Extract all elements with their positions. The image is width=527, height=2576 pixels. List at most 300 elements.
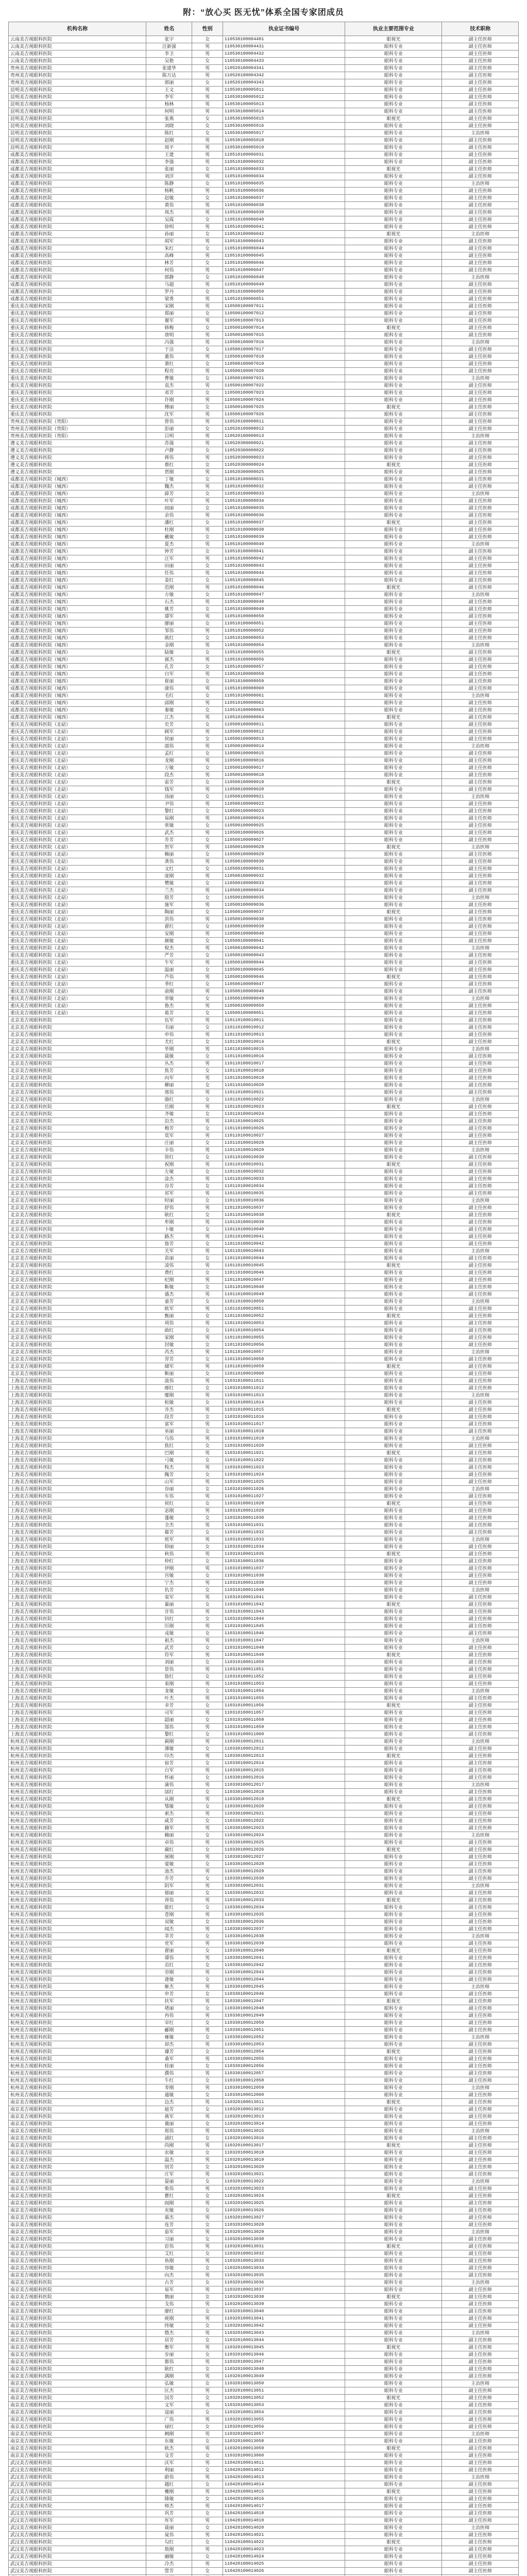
cell-title: 副主任医师 — [442, 548, 519, 555]
cell-specialty: 眼科专业 — [345, 851, 442, 858]
cell-title: 副主任医师 — [442, 1969, 519, 1976]
cell-title: 主治医师 — [442, 1637, 519, 1645]
cell-name: 张宇 — [146, 36, 192, 43]
cell-org: 上海美吉视眼科医院 — [9, 1551, 146, 1558]
cell-specialty: 眼科专业 — [345, 1991, 442, 1998]
cell-cert-no: 110500100009044 — [223, 959, 345, 967]
cell-sex: 女 — [192, 1053, 223, 1060]
cell-org: 杭州美吉视眼科医院 — [9, 1933, 146, 1940]
cell-title: 副主任医师 — [442, 801, 519, 808]
cell-specialty: 眼科专业 — [345, 1306, 442, 1313]
table-row — [9, 303, 519, 310]
cell-sex: 女 — [192, 1645, 223, 1652]
table-row — [9, 151, 519, 159]
cell-specialty: 眼科专业 — [345, 1825, 442, 1832]
cell-cert-no: 110500100007018 — [223, 353, 345, 361]
cell-sex: 女 — [192, 721, 223, 728]
cell-title: 副主任医师 — [442, 1457, 519, 1464]
table-row — [9, 1803, 519, 1810]
cell-specialty: 眼科专业 — [345, 1378, 442, 1385]
cell-org: 成都美吉视眼科医院（城西） — [9, 656, 146, 664]
cell-specialty: 眼科专业 — [345, 1572, 442, 1580]
cell-org: 成都美吉视眼科医院（城西） — [9, 476, 146, 483]
cell-specialty: 眼科专业 — [345, 2553, 442, 2561]
cell-title: 副主任医师 — [442, 1868, 519, 1875]
table-row — [9, 714, 519, 721]
table-row — [9, 1479, 519, 1486]
cell-sex: 女 — [192, 1861, 223, 1868]
cell-title: 副主任医师 — [442, 1428, 519, 1435]
cell-sex: 男 — [192, 1363, 223, 1370]
cell-name: 温丽 — [146, 967, 192, 974]
cell-org: 重庆美吉视眼科医院（北碚） — [9, 880, 146, 887]
cell-org: 重庆美吉视眼科医院（北碚） — [9, 866, 146, 873]
cell-org: 重庆美吉视眼科医院（北碚） — [9, 887, 146, 894]
cell-sex: 男 — [192, 916, 223, 923]
cell-specialty: 眼科专业 — [345, 541, 442, 548]
cell-org: 重庆美吉视眼科医院 — [9, 397, 146, 404]
cell-name: 从刚 — [146, 1796, 192, 1803]
cell-name: 严芳 — [146, 952, 192, 959]
cell-name: 封敏 — [146, 1342, 192, 1349]
table-row — [9, 887, 519, 894]
cell-org: 南京美吉视眼科医院 — [9, 2272, 146, 2279]
cell-name: 厍军 — [146, 2517, 192, 2524]
cell-sex: 男 — [192, 2128, 223, 2135]
cell-specialty: 眼视光 — [345, 584, 442, 591]
cell-cert-no: 110310100011031 — [223, 1522, 345, 1529]
cell-org: 成都美吉视眼科医院（城西） — [9, 555, 146, 563]
cell-org: 成都美吉视眼科医院（城西） — [9, 685, 146, 692]
cell-name: 徐明 — [146, 224, 192, 231]
table-row — [9, 1760, 519, 1767]
cell-sex: 男 — [192, 2157, 223, 2164]
cell-title: 副主任医师 — [442, 1673, 519, 1681]
cell-sex: 男 — [192, 743, 223, 750]
cell-sex: 女 — [192, 2539, 223, 2546]
cell-specialty: 眼科专业 — [345, 58, 442, 65]
cell-cert-no: 110320100013025 — [223, 2200, 345, 2207]
table-row — [9, 1111, 519, 1118]
cell-title: 副主任医师 — [442, 1962, 519, 1969]
cell-org: 北京美吉视眼科医院 — [9, 1313, 146, 1320]
cell-sex: 男 — [192, 873, 223, 880]
cell-org: 杭州美吉视眼科医院 — [9, 1825, 146, 1832]
cell-sex: 女 — [192, 620, 223, 628]
cell-org: 北京美吉视眼科医院 — [9, 1320, 146, 1327]
cell-org: 杭州美吉视眼科医院 — [9, 1875, 146, 1883]
cell-cert-no: 110310100011056 — [223, 1702, 345, 1709]
table-row — [9, 1645, 519, 1652]
cell-org: 成都美吉视眼科医院（城西） — [9, 628, 146, 635]
cell-title: 副主任医师 — [442, 43, 519, 50]
table-row — [9, 1955, 519, 1962]
table-row — [9, 2517, 519, 2524]
cell-sex: 女 — [192, 2366, 223, 2373]
cell-specialty: 眼视光 — [345, 844, 442, 851]
table-row — [9, 563, 519, 570]
cell-name: 胡军 — [146, 238, 192, 245]
cell-org: 成都美吉视眼科医院 — [9, 166, 146, 173]
cell-specialty: 眼科专业 — [345, 216, 442, 224]
cell-title: 副主任医师 — [442, 2294, 519, 2301]
cell-specialty: 眼科专业 — [345, 1067, 442, 1075]
cell-specialty: 眼科专业 — [345, 2128, 442, 2135]
cell-specialty: 眼科专业 — [345, 1724, 442, 1731]
cell-sex: 男 — [192, 303, 223, 310]
cell-org: 成都美吉视眼科医院（城西） — [9, 671, 146, 678]
cell-sex: 女 — [192, 692, 223, 700]
cell-sex: 女 — [192, 1890, 223, 1897]
cell-specialty: 眼科专业 — [345, 959, 442, 967]
cell-title: 副主任医师 — [442, 2496, 519, 2503]
cell-specialty: 眼科专业 — [345, 1075, 442, 1082]
table-row — [9, 2561, 519, 2568]
table-row — [9, 974, 519, 981]
cell-name: 束刚 — [146, 1681, 192, 1688]
cell-org: 遵义美吉视眼科医院 — [9, 469, 146, 476]
cell-sex: 女 — [192, 1313, 223, 1320]
cell-specialty: 眼科专业 — [345, 1031, 442, 1039]
cell-specialty: 眼科专业 — [345, 303, 442, 310]
table-row — [9, 1313, 519, 1320]
cell-specialty: 眼科专业 — [345, 1673, 442, 1681]
cell-name: 桑军 — [146, 2056, 192, 2063]
cell-cert-no: 110500100009031 — [223, 866, 345, 873]
cell-org: 重庆美吉视眼科医院（北碚） — [9, 909, 146, 916]
cell-name: 雍敏 — [146, 2034, 192, 2041]
cell-specialty: 眼科专业 — [345, 873, 442, 880]
cell-org: 昆明美吉视眼科医院 — [9, 144, 146, 151]
cell-specialty: 眼科专业 — [345, 1385, 442, 1392]
table-row — [9, 1385, 519, 1392]
cell-org: 杭州美吉视眼科医院 — [9, 1753, 146, 1760]
cell-title: 副主任医师 — [442, 2373, 519, 2380]
cell-specialty: 眼科专业 — [345, 2503, 442, 2510]
cell-org: 上海美吉视眼科医院 — [9, 1681, 146, 1688]
cell-name: 池杰 — [146, 1868, 192, 1875]
cell-title: 副主任医师 — [442, 1846, 519, 1854]
cell-sex: 男 — [192, 454, 223, 462]
cell-cert-no: 110310100011026 — [223, 1486, 345, 1493]
cell-org: 武汉美吉视眼科医院 — [9, 2481, 146, 2488]
cell-specialty: 眼视光 — [345, 2193, 442, 2200]
cell-specialty: 眼科专业 — [345, 2409, 442, 2416]
cell-cert-no: 110320100013052 — [223, 2395, 345, 2402]
cell-title: 副主任医师 — [442, 1205, 519, 1212]
cell-title: 副主任医师 — [442, 2568, 519, 2575]
cell-org: 成都美吉视眼科医院 — [9, 267, 146, 274]
cell-specialty: 眼科专业 — [345, 967, 442, 974]
cell-org: 成都美吉视眼科医院 — [9, 231, 146, 238]
cell-name: 尤红 — [146, 1039, 192, 1046]
table-row — [9, 397, 519, 404]
cell-title: 副主任医师 — [442, 555, 519, 563]
cell-org: 重庆美吉视眼科医院（北碚） — [9, 765, 146, 772]
table-row — [9, 2214, 519, 2222]
cell-sex: 男 — [192, 2185, 223, 2193]
cell-title: 副主任医师 — [442, 2171, 519, 2178]
cell-name: 章敏 — [146, 995, 192, 1003]
cell-cert-no: 110500100009011 — [223, 721, 345, 728]
cell-org: 成都美吉视眼科医院（城西） — [9, 490, 146, 498]
cell-sex: 男 — [192, 887, 223, 894]
cell-sex: 女 — [192, 1774, 223, 1782]
cell-title: 副主任医师 — [442, 2258, 519, 2265]
cell-name: 能红 — [146, 1904, 192, 1911]
cell-sex: 男 — [192, 498, 223, 505]
cell-name: 宓刚 — [146, 1507, 192, 1515]
cell-cert-no: 110110100010033 — [223, 1176, 345, 1183]
cell-org: 武汉美吉视眼科医院 — [9, 2553, 146, 2561]
cell-sex: 男 — [192, 411, 223, 418]
cell-title: 副主任医师 — [442, 267, 519, 274]
cell-specialty: 眼科专业 — [345, 1457, 442, 1464]
table-row — [9, 2265, 519, 2272]
cell-name: 甄丽 — [146, 1313, 192, 1320]
cell-specialty: 眼科专业 — [345, 664, 442, 671]
cell-title: 副主任医师 — [442, 1039, 519, 1046]
cell-cert-no: 110310100011044 — [223, 1616, 345, 1623]
cell-name: 阎丽 — [146, 505, 192, 512]
cell-specialty: 眼科专业 — [345, 274, 442, 281]
cell-cert-no: 110320100013048 — [223, 2366, 345, 2373]
cell-title: 副主任医师 — [442, 411, 519, 418]
cell-title: 主治医师 — [442, 844, 519, 851]
table-row — [9, 952, 519, 959]
cell-sex: 男 — [192, 1810, 223, 1818]
cell-sex: 女 — [192, 58, 223, 65]
cell-name: 周平 — [146, 144, 192, 151]
cell-specialty: 眼科专业 — [345, 2171, 442, 2178]
cell-name: 松敏 — [146, 1399, 192, 1406]
cell-title: 副主任医师 — [442, 599, 519, 606]
cell-sex: 男 — [192, 1089, 223, 1096]
cell-org: 上海美吉视眼科医院 — [9, 1666, 146, 1673]
cell-org: 重庆美吉视眼科医院（北碚） — [9, 728, 146, 736]
cell-name: 申芳 — [146, 1991, 192, 1998]
cell-title: 副主任医师 — [442, 418, 519, 426]
cell-org: 成都美吉视眼科医院（城西） — [9, 577, 146, 584]
cell-title: 副主任医师 — [442, 245, 519, 252]
cell-cert-no: 110510100006048 — [223, 274, 345, 281]
cell-cert-no: 110320100013030 — [223, 2236, 345, 2243]
cell-cert-no: 110520100008012 — [223, 426, 345, 433]
table-row — [9, 880, 519, 887]
cell-cert-no: 110110100010058 — [223, 1356, 345, 1363]
cell-cert-no: 110420100014014 — [223, 2481, 345, 2488]
cell-cert-no: 110510100006045 — [223, 252, 345, 260]
cell-title: 主治医师 — [442, 231, 519, 238]
cell-org: 杭州美吉视眼科医院 — [9, 1998, 146, 2005]
cell-sex: 女 — [192, 2092, 223, 2099]
cell-cert-no: 110320100013044 — [223, 2337, 345, 2344]
cell-specialty: 眼科专业 — [345, 101, 442, 108]
table-row — [9, 1580, 519, 1587]
cell-cert-no: 110520300008022 — [223, 447, 345, 454]
cell-org: 昆明美吉视眼科医院 — [9, 123, 146, 130]
cell-name: 边杰 — [146, 2099, 192, 2106]
cell-sex: 男 — [192, 902, 223, 909]
cell-org: 上海美吉视眼科医院 — [9, 1507, 146, 1515]
cell-title: 副主任医师 — [442, 1760, 519, 1767]
table-row — [9, 1320, 519, 1327]
table-row — [9, 815, 519, 822]
cell-cert-no: 110330100012018 — [223, 1789, 345, 1796]
cell-cert-no: 110320100013022 — [223, 2178, 345, 2185]
cell-sex: 女 — [192, 1630, 223, 1637]
table-row — [9, 188, 519, 195]
cell-title: 副主任医师 — [442, 2106, 519, 2113]
cell-sex: 男 — [192, 2460, 223, 2467]
cell-specialty: 眼科专业 — [345, 1767, 442, 1774]
cell-name: 司军 — [146, 1709, 192, 1717]
cell-org: 昆明美吉视眼科医院 — [9, 130, 146, 137]
cell-cert-no: 110330100012011 — [223, 1738, 345, 1745]
cell-org: 成都美吉视眼科医院 — [9, 274, 146, 281]
table-row — [9, 808, 519, 815]
cell-title: 副主任医师 — [442, 2308, 519, 2315]
cell-sex: 男 — [192, 642, 223, 649]
cell-cert-no: 110320100013050 — [223, 2380, 345, 2387]
cell-sex: 女 — [192, 2380, 223, 2387]
cell-title: 主治医师 — [442, 945, 519, 952]
cell-name: 曲红 — [146, 1327, 192, 1334]
cell-org: 南京美吉视眼科医院 — [9, 2106, 146, 2113]
cell-cert-no: 110310100011045 — [223, 1623, 345, 1630]
cell-specialty: 眼科专业 — [345, 368, 442, 375]
cell-cert-no: 110110100010021 — [223, 1089, 345, 1096]
table-row — [9, 2380, 519, 2387]
cell-specialty: 眼科专业 — [345, 1695, 442, 1702]
cell-sex: 女 — [192, 1255, 223, 1262]
cell-specialty: 眼科专业 — [345, 866, 442, 873]
cell-cert-no: 110310100011060 — [223, 1731, 345, 1738]
cell-name: 乌伟 — [146, 1435, 192, 1443]
cell-org: 重庆美吉视眼科医院（北碚） — [9, 808, 146, 815]
cell-org: 遵义美吉视眼科医院 — [9, 440, 146, 447]
table-row — [9, 1349, 519, 1356]
cell-name: 项伟 — [146, 1320, 192, 1327]
table-row — [9, 2351, 519, 2359]
cell-name: 慎丽 — [146, 2294, 192, 2301]
cell-org: 重庆美吉视眼科医院 — [9, 317, 146, 325]
cell-name: 袁杰 — [146, 382, 192, 389]
cell-title: 副主任医师 — [442, 1306, 519, 1313]
cell-title: 副主任医师 — [442, 2012, 519, 2020]
cell-name: 丛杰 — [146, 1060, 192, 1067]
cell-sex: 女 — [192, 476, 223, 483]
table-row — [9, 988, 519, 995]
cell-title: 副主任医师 — [442, 2301, 519, 2308]
cell-name: 朱红 — [146, 245, 192, 252]
cell-sex: 男 — [192, 1984, 223, 1991]
cell-sex: 男 — [192, 1464, 223, 1471]
cell-title: 主治医师 — [442, 130, 519, 137]
cell-cert-no: 110420100014011 — [223, 2460, 345, 2467]
cell-org: 上海美吉视眼科医院 — [9, 1392, 146, 1399]
cell-name: 蒋伟 — [146, 454, 192, 462]
cell-sex: 女 — [192, 1471, 223, 1479]
cell-sex: 女 — [192, 389, 223, 397]
cell-sex: 女 — [192, 1688, 223, 1695]
cell-name: 宋刚 — [146, 303, 192, 310]
cell-title: 副主任医师 — [442, 2409, 519, 2416]
cell-cert-no: 110530100005018 — [223, 137, 345, 144]
table-row — [9, 923, 519, 930]
table-row — [9, 1370, 519, 1378]
cell-name: 幸芳 — [146, 1702, 192, 1709]
table-row — [9, 1406, 519, 1414]
cell-specialty: 眼科专业 — [345, 375, 442, 382]
cell-title: 副主任医师 — [442, 786, 519, 793]
cell-name: 傅丽 — [146, 404, 192, 411]
cell-name: 夏杰 — [146, 541, 192, 548]
cell-org: 成都美吉视眼科医院（城西） — [9, 642, 146, 649]
cell-sex: 女 — [192, 1717, 223, 1724]
cell-sex: 女 — [192, 36, 223, 43]
table-row — [9, 2128, 519, 2135]
cell-cert-no: 110510100006037 — [223, 195, 345, 202]
table-row — [9, 750, 519, 757]
cell-specialty: 眼科专业 — [345, 1681, 442, 1688]
cell-sex: 男 — [192, 2402, 223, 2409]
cell-specialty: 眼视光 — [345, 325, 442, 332]
table-row — [9, 2164, 519, 2171]
cell-title: 主治医师 — [442, 2178, 519, 2185]
cell-specialty: 眼视光 — [345, 519, 442, 527]
cell-sex: 男 — [192, 1782, 223, 1789]
cell-org: 南京美吉视眼科医院 — [9, 2243, 146, 2250]
cell-title: 主治医师 — [442, 2431, 519, 2438]
cell-name: 宁杰 — [146, 1580, 192, 1587]
cell-name: 柴伟 — [146, 2185, 192, 2193]
cell-org: 南京美吉视眼科医院 — [9, 2445, 146, 2452]
table-row — [9, 1291, 519, 1298]
cell-title: 副主任医师 — [442, 1507, 519, 1515]
table-row — [9, 238, 519, 245]
cell-specialty: 眼科专业 — [345, 1017, 442, 1024]
table-row — [9, 447, 519, 454]
cell-cert-no: 110330100012039 — [223, 1940, 345, 1947]
cell-cert-no: 110110100010029 — [223, 1147, 345, 1154]
cell-sex: 女 — [192, 2178, 223, 2185]
table-row — [9, 873, 519, 880]
cell-title: 副主任医师 — [442, 2445, 519, 2452]
table-row — [9, 1154, 519, 1161]
cell-title: 副主任医师 — [442, 1976, 519, 1984]
cell-name: 巩芳 — [146, 2510, 192, 2517]
cell-specialty: 眼科专业 — [345, 512, 442, 519]
cell-org: 南京美吉视眼科医院 — [9, 2171, 146, 2178]
cell-title: 副主任医师 — [442, 2467, 519, 2474]
cell-cert-no: 110420100014022 — [223, 2539, 345, 2546]
cell-specialty: 眼科专业 — [345, 2438, 442, 2445]
cell-sex: 女 — [192, 1140, 223, 1147]
cell-specialty: 眼科专业 — [345, 1580, 442, 1587]
cell-sex: 女 — [192, 837, 223, 844]
cell-cert-no: 110500100007024 — [223, 397, 345, 404]
cell-cert-no: 110510100008062 — [223, 700, 345, 707]
cell-sex: 女 — [192, 1875, 223, 1883]
cell-sex: 女 — [192, 180, 223, 188]
cell-title: 副主任医师 — [442, 1356, 519, 1363]
cell-org: 杭州美吉视眼科医院 — [9, 1810, 146, 1818]
cell-cert-no: 110310100011023 — [223, 1464, 345, 1471]
cell-title: 副主任医师 — [442, 1132, 519, 1140]
cell-cert-no: 110320100013039 — [223, 2301, 345, 2308]
cell-name: 扈芳 — [146, 2106, 192, 2113]
